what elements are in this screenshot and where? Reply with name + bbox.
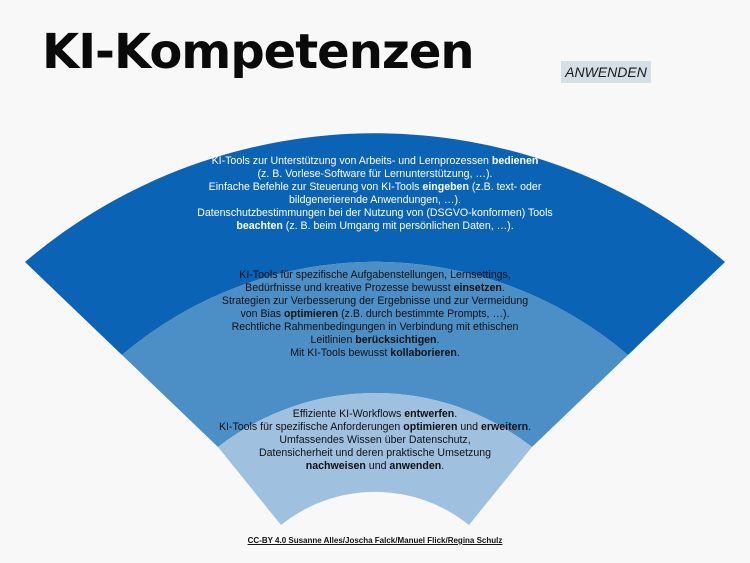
text-segment: Datenschutzbestimmungen bei der Nutzung von (DSGVO-konformen) Tools xyxy=(197,207,553,219)
text-line xyxy=(180,347,570,360)
text-segment: . xyxy=(441,460,445,472)
text-segment: von Bias xyxy=(240,308,285,320)
keyword-bold: bedienen xyxy=(491,155,539,167)
keyword-bold: erweitern xyxy=(480,421,529,433)
level-badge: ANWENDEN xyxy=(561,61,651,83)
text-line xyxy=(205,421,545,434)
text-segment: . xyxy=(454,408,458,420)
text-segment: Einfache Befehle zur Steuerung von KI-Tools xyxy=(208,181,423,193)
keyword-bold: anwenden xyxy=(389,460,442,472)
text-line xyxy=(165,220,585,233)
text-line xyxy=(180,308,570,321)
text-segment: . xyxy=(501,282,505,294)
text-line xyxy=(180,321,570,334)
text-segment: . xyxy=(456,347,460,359)
text-segment: (z.B. text- oder xyxy=(468,181,542,193)
text-segment: (z. B. Vorlese-Software für Lernunterstützung, …). xyxy=(257,168,493,180)
text-segment: . xyxy=(436,334,440,346)
text-segment: Leitlinien xyxy=(310,334,356,346)
text-line xyxy=(165,168,585,181)
keyword-bold: optimieren xyxy=(284,308,339,320)
text-line xyxy=(165,155,585,168)
text-line xyxy=(165,207,585,220)
text-line xyxy=(205,408,545,421)
text-segment: Datensicherheit und deren praktische Umsetzung xyxy=(258,447,491,459)
text-segment: Rechtliche Rahmenbedingungen in Verbindung mit ethischen xyxy=(231,321,519,333)
text-line xyxy=(165,181,585,194)
text-segment: und xyxy=(365,460,390,472)
text-line xyxy=(165,194,585,207)
text-segment: (z.B. durch bestimmte Prompts, …). xyxy=(338,308,510,320)
text-line xyxy=(180,269,570,282)
text-line xyxy=(180,334,570,347)
text-segment: KI-Tools für spezifische Aufgabenstellungen, Lernsettings, xyxy=(239,269,511,281)
text-segment: Strategien zur Verbesserung der Ergebnisse und zur Vermeidung xyxy=(221,295,529,307)
license-credit: CC-BY 4.0 Susanne Alles/Joscha Falck/Manuel Flick/Regina Schulz xyxy=(247,536,503,545)
text-segment: KI-Tools zur Unterstützung von Arbeits- und Lernprozessen xyxy=(211,155,492,167)
text-segment: Bedürfnisse und kreative Prozesse bewusst xyxy=(245,282,454,294)
page-title: KI-Kompetenzen xyxy=(42,24,474,80)
keyword-bold: entwerfen xyxy=(404,408,455,420)
middle-level-text xyxy=(180,269,570,360)
text-segment: . xyxy=(528,421,532,433)
text-line xyxy=(180,295,570,308)
text-segment: Mit KI-Tools bewusst xyxy=(290,347,391,359)
outer-level-text xyxy=(165,155,585,233)
text-segment: Effiziente KI-Workflows xyxy=(292,408,405,420)
keyword-bold: optimieren xyxy=(403,421,458,433)
text-segment: und xyxy=(457,421,481,433)
keyword-bold: berücksichtigen xyxy=(355,334,437,346)
text-line xyxy=(205,460,545,473)
text-segment: Umfassendes Wissen über Datenschutz, xyxy=(279,434,471,446)
text-segment: KI-Tools für spezifische Anforderungen xyxy=(218,421,404,433)
keyword-bold: einsetzen xyxy=(453,282,502,294)
keyword-bold: nachweisen xyxy=(305,460,366,472)
keyword-bold: beachten xyxy=(236,220,283,232)
text-line xyxy=(205,447,545,460)
text-line xyxy=(205,434,545,447)
keyword-bold: eingeben xyxy=(422,181,469,193)
text-line xyxy=(180,282,570,295)
text-segment: (z. B. beim Umgang mit persönlichen Daten, …). xyxy=(282,220,514,232)
text-segment: bildgenerierende Anwendungen, …). xyxy=(289,194,461,206)
inner-level-text xyxy=(205,408,545,473)
keyword-bold: kollaborieren xyxy=(390,347,457,359)
